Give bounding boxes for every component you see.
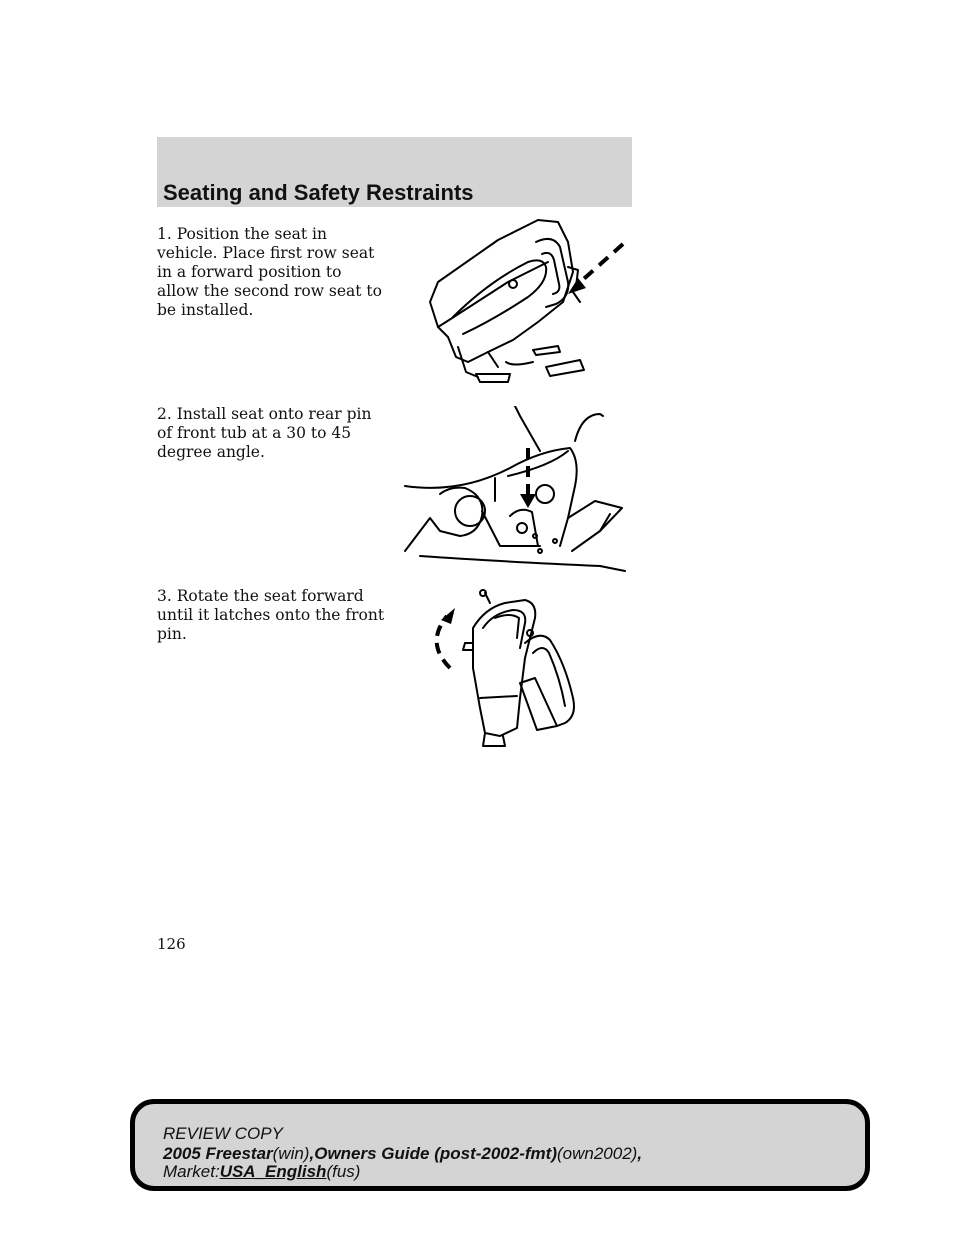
- footer-guide-code: (own2002): [556, 1144, 638, 1163]
- step-1-text: 1. Position the seat in vehicle. Place first row seat in a forward position to allow the second row seat to be installed.: [157, 225, 382, 319]
- seat-position-illustration: [418, 212, 628, 387]
- step-3-text: 3. Rotate the seat forward until it latches onto the front pin.: [157, 587, 385, 643]
- footer-review-copy: REVIEW COPY: [163, 1124, 283, 1143]
- arrow-head: [441, 608, 455, 624]
- footer-market-code: (fus): [326, 1162, 361, 1181]
- section-title: Seating and Safety Restraints: [163, 180, 474, 205]
- footer-market: USA_English: [219, 1162, 327, 1181]
- footer-guide: Owners Guide (post-2002-fmt): [314, 1144, 557, 1163]
- step-2-text: 2. Install seat onto rear pin of front tub at a 30 to 45 degree angle.: [157, 405, 372, 461]
- arrow-head: [520, 494, 536, 508]
- install-direction-arrow: [578, 244, 623, 284]
- footer-model-code: (win): [272, 1144, 310, 1163]
- footer-model: 2005 Freestar: [163, 1144, 273, 1163]
- rotate-seat-illustration: [425, 588, 600, 750]
- footer-separator: ,: [637, 1144, 643, 1163]
- rear-pin-illustration: [400, 406, 630, 572]
- footer-market-line: [163, 1163, 360, 1181]
- footer-separator: ,: [309, 1144, 315, 1163]
- page-number: 126: [157, 935, 186, 953]
- rotate-direction-arrow: [437, 616, 450, 668]
- footer-market-label: Market:: [163, 1162, 220, 1181]
- footer-model-line: [163, 1145, 642, 1163]
